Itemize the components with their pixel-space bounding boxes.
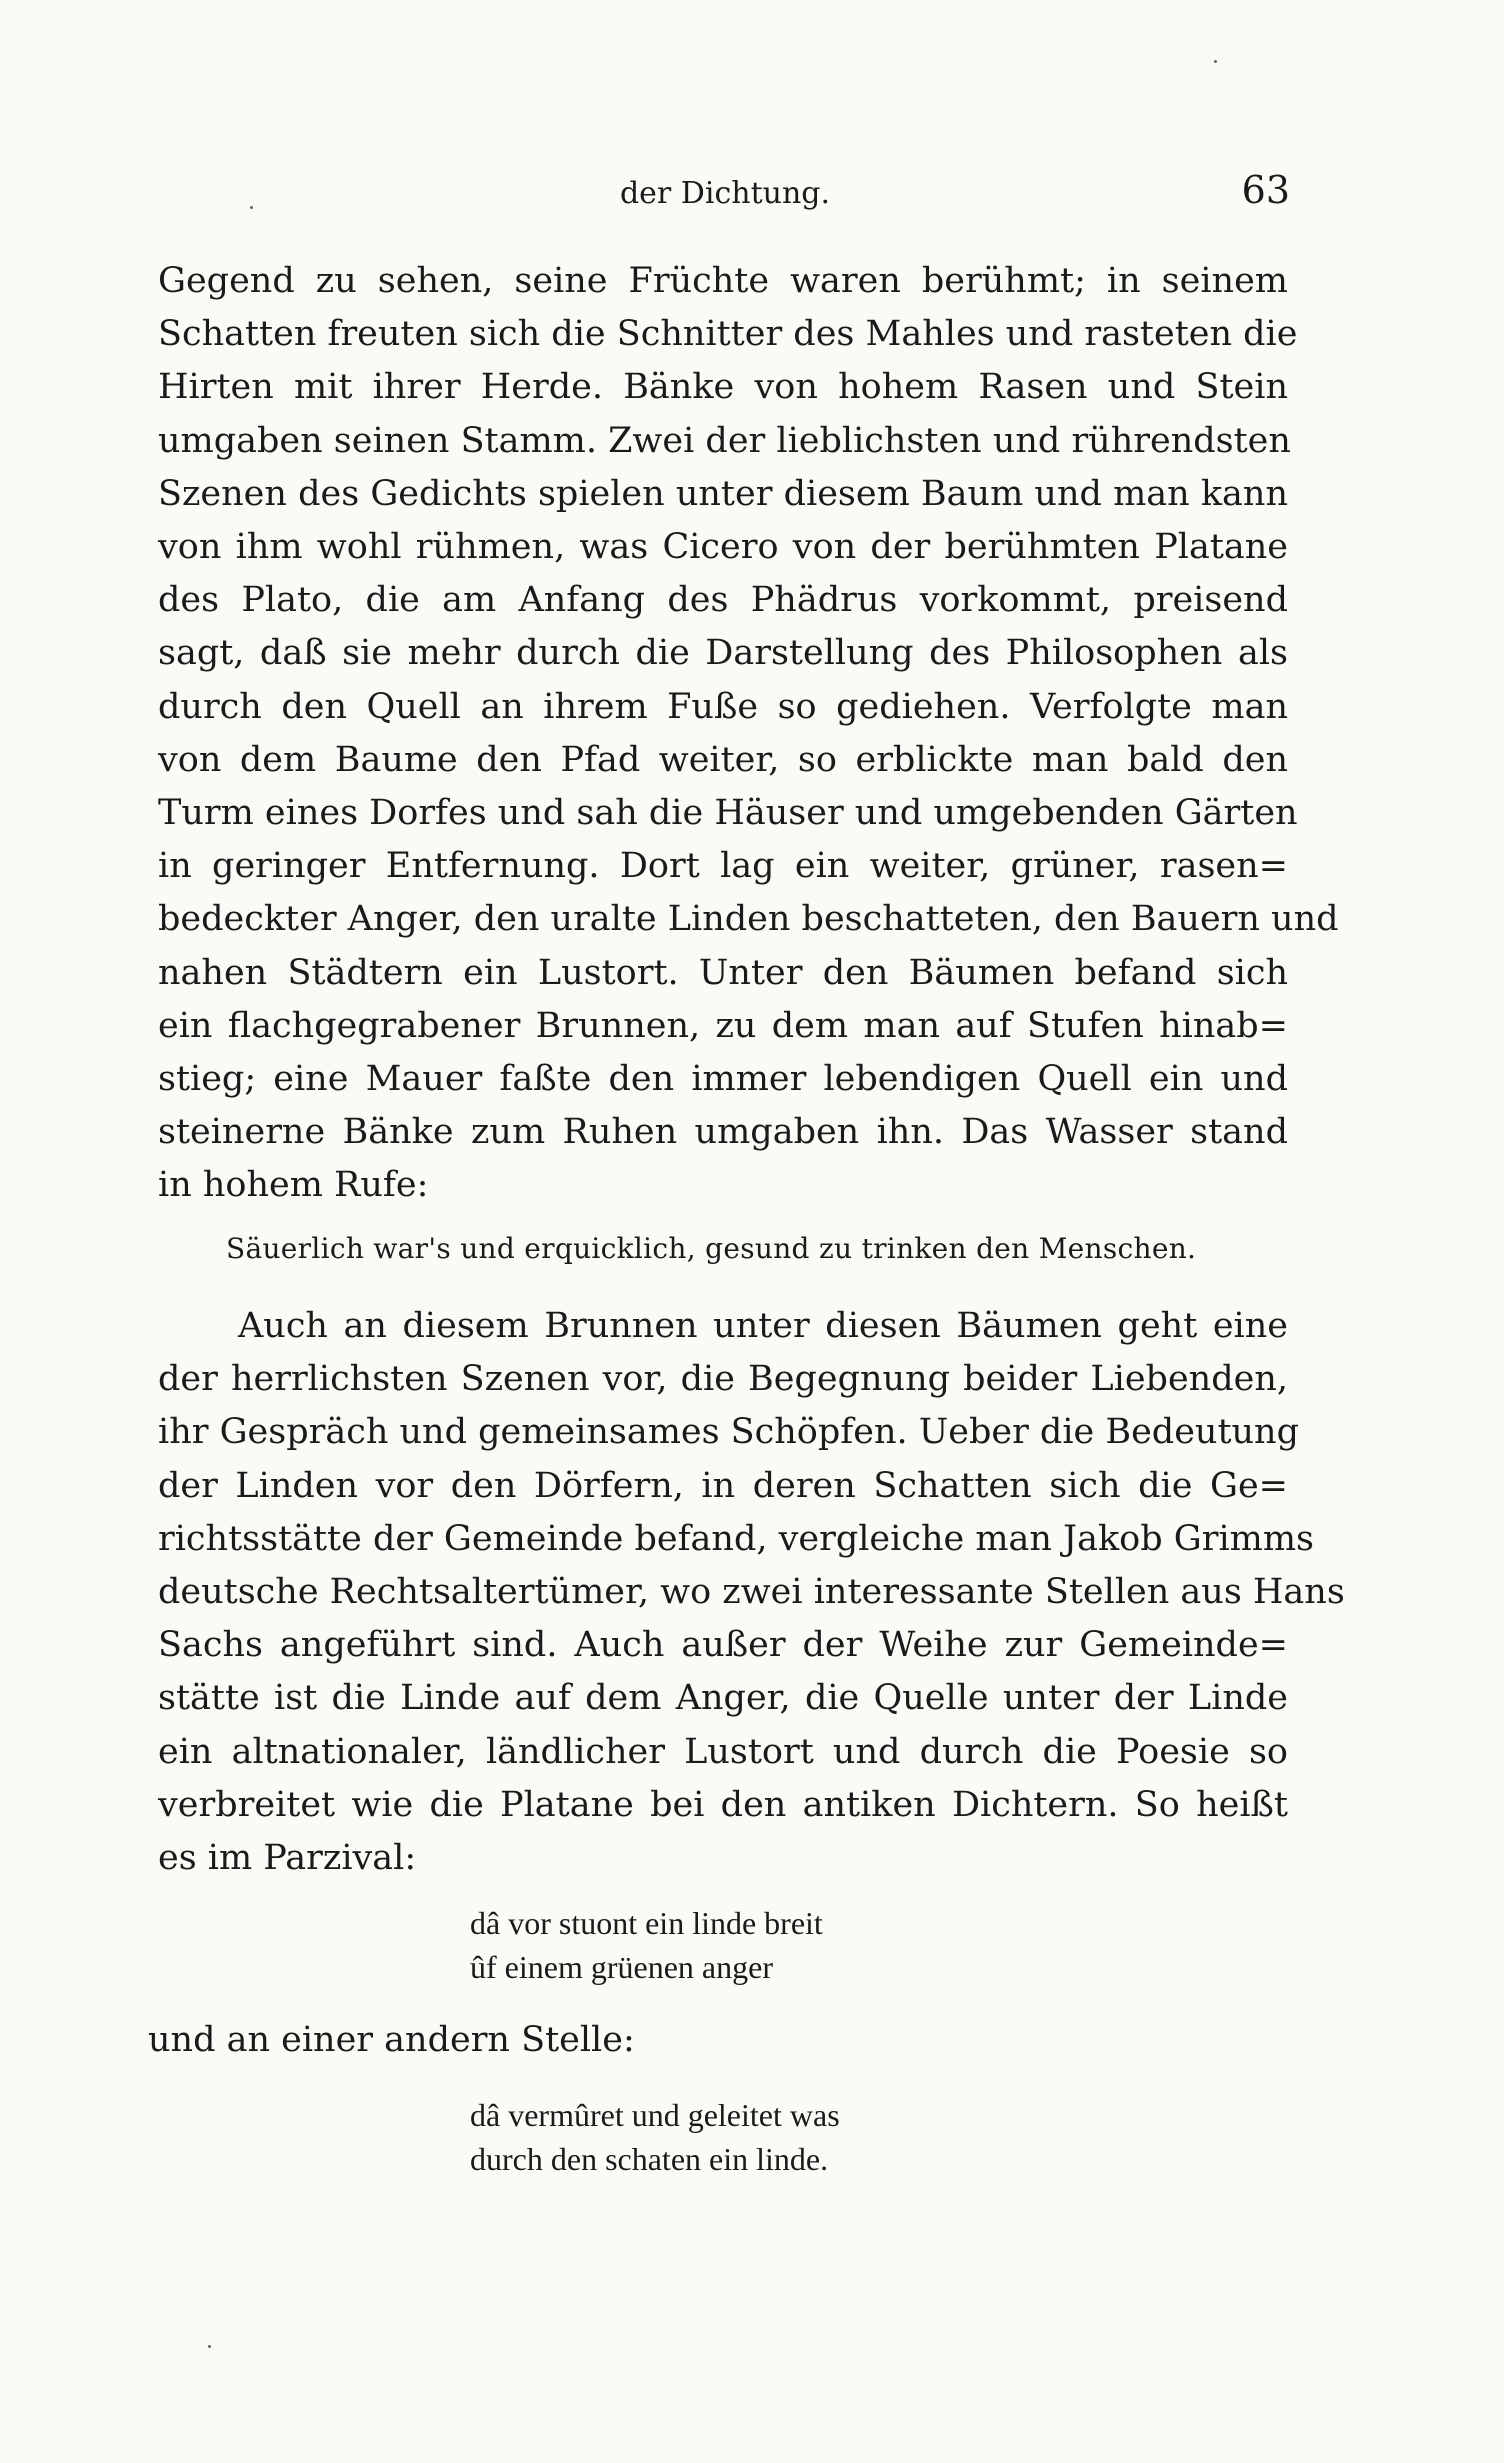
paper-speck <box>250 206 253 209</box>
verse-line: dâ vermûret und geleitet was <box>470 2097 840 2133</box>
text-line: Szenen des Gedichts spielen unter diesem Baum und man kann <box>158 473 1288 514</box>
paper-speck <box>208 2345 211 2348</box>
text-line: Schatten freuten sich die Schnitter des Mahles und rasteten die <box>158 314 1298 355</box>
text-line: von dem Baume den Pfad weiter, so erblickte man bald den <box>158 739 1288 780</box>
text-line: Gegend zu sehen, seine Früchte waren berühmt; in seinem <box>158 261 1288 301</box>
text-line: in geringer Entfernung. Dort lag ein weiter, grüner, rasen= <box>158 846 1288 887</box>
verse-quote-1 <box>470 1901 823 1989</box>
text-line: nahen Städtern ein Lustort. Unter den Bäumen befand sich <box>158 952 1288 993</box>
text-line: von ihm wohl rühmen, was Cicero von der berühmten Platane <box>158 527 1288 568</box>
text-line: deutsche Rechtsaltertümer, wo zwei interessante Stellen aus Hans <box>158 1572 1345 1613</box>
text-line: durch den Quell an ihrem Fuße so gediehen. Verfolgte man <box>158 686 1288 727</box>
paragraph-1 <box>158 255 1339 1213</box>
text-line: richtsstätte der Gemeinde befand, vergleiche man Jakob Grimms <box>158 1518 1314 1559</box>
text-line: stätte ist die Linde auf dem Anger, die Quelle unter der Linde <box>158 1678 1288 1719</box>
page-number: 63 <box>1241 168 1290 212</box>
text-line: stieg; eine Mauer faßte den immer lebendigen Quell ein und <box>158 1059 1288 1100</box>
page-header <box>160 168 1290 228</box>
verse-line: durch den schaten ein linde. <box>470 2141 829 2177</box>
continuation-line: und an einer andern Stelle: <box>148 2020 635 2060</box>
text-line: ihr Gespräch und gemeinsames Schöpfen. Ueber die Bedeutung <box>158 1412 1300 1453</box>
text-line: ein flachgegrabener Brunnen, zu dem man auf Stufen hinab= <box>158 1005 1288 1046</box>
text-line: ein altnationaler, ländlicher Lustort und durch die Poesie so <box>158 1731 1288 1772</box>
text-line: der herrlichsten Szenen vor, die Begegnung beider Liebenden, <box>158 1359 1288 1400</box>
paragraph-2 <box>158 1300 1345 1885</box>
text-line: Sachs angeführt sind. Auch außer der Weihe zur Gemeinde= <box>158 1625 1288 1666</box>
text-line: Hirten mit ihrer Herde. Bänke von hohem Rasen und Stein <box>158 367 1288 408</box>
paper-speck <box>1214 60 1217 63</box>
text-line: steinerne Bänke zum Ruhen umgaben ihn. Das Wasser stand <box>158 1112 1288 1153</box>
text-line: Turm eines Dorfes und sah die Häuser und umgebenden Gärten <box>158 793 1298 834</box>
text-line: sagt, daß sie mehr durch die Darstellung des Philosophen als <box>158 633 1288 674</box>
text-line: in hohem Rufe: <box>158 1165 429 1206</box>
verse-line: ûf einem grüenen anger <box>470 1949 773 1985</box>
verse-quote-2 <box>470 2093 840 2181</box>
text-line: bedeckter Anger, den uralte Linden beschatteten, den Bauern und <box>158 899 1339 940</box>
quote-line: Säuerlich war's und erquicklich, gesund zu trinken den Menschen. <box>226 1232 1197 1265</box>
text-line: umgaben seinen Stamm. Zwei der lieblichsten und rührendsten <box>158 420 1291 461</box>
text-line: des Plato, die am Anfang des Phädrus vorkommt, preisend <box>158 580 1288 621</box>
text-line: Auch an diesem Brunnen unter diesen Bäumen geht eine <box>238 1306 1288 1346</box>
text-line: verbreitet wie die Platane bei den antiken Dichtern. So heißt <box>158 1784 1288 1825</box>
verse-line: dâ vor stuont ein linde breit <box>470 1905 823 1941</box>
text-line: es im Parzival: <box>158 1838 417 1879</box>
running-title: der Dichtung. <box>619 176 831 211</box>
text-line: der Linden vor den Dörfern, in deren Schatten sich die Ge= <box>158 1465 1288 1506</box>
